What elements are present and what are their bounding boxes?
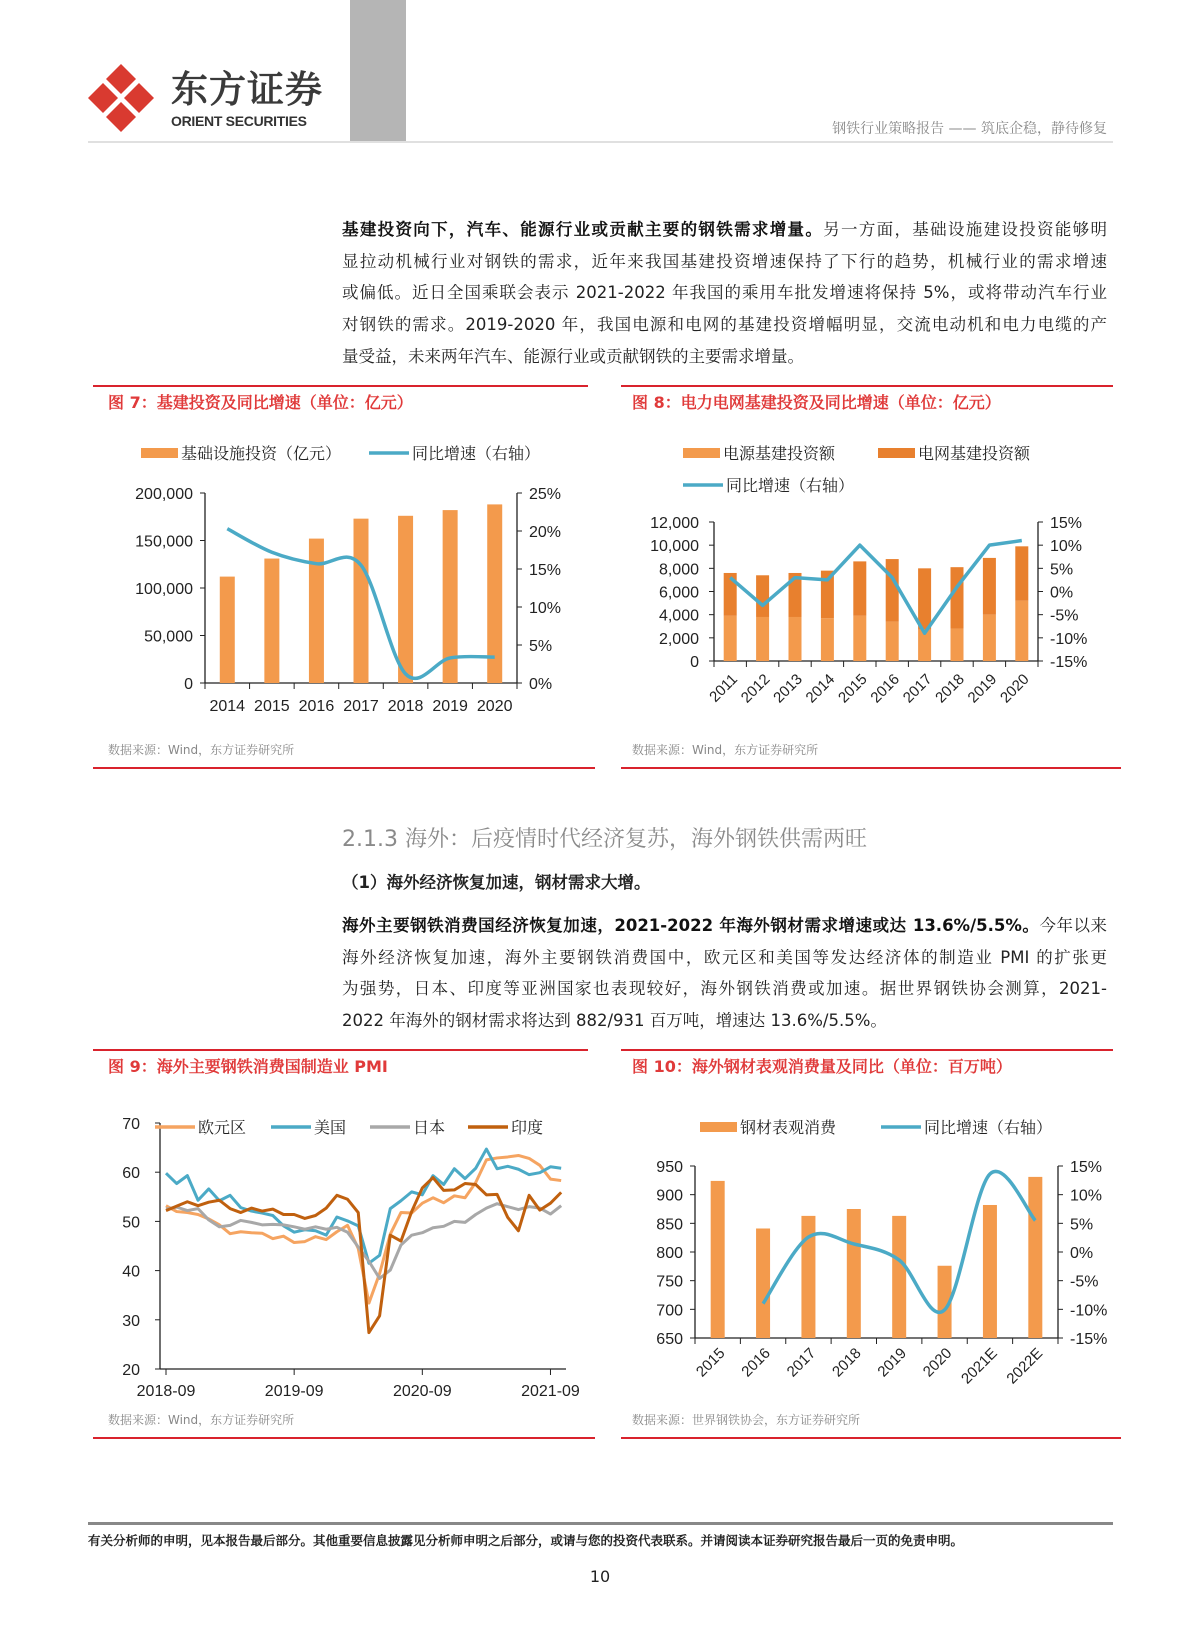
fig7-x-label: 2018 — [387, 698, 424, 715]
fig9-legend-label: 日本 — [413, 1120, 446, 1137]
fig8-legend-label: 电源基建投资额 — [723, 446, 836, 463]
fig9-left-tick-label: 70 — [122, 1116, 140, 1133]
fig8-x-label: 2015 — [835, 670, 871, 707]
fig9-left-tick-label: 60 — [122, 1165, 140, 1183]
fig7-bar — [220, 577, 235, 683]
fig10-bar — [1028, 1177, 1042, 1338]
fig8-x-label: 2012 — [737, 670, 774, 707]
fig8-bar-power-source — [789, 617, 802, 661]
fig10-right-tick-label: 15% — [1070, 1159, 1103, 1176]
fig8-left-tick-label: 4,000 — [658, 607, 699, 625]
fig8-left-tick-label: 10,000 — [650, 538, 699, 556]
bold-lead: 海外主要钢铁消费国经济恢复加速，2021-2022 年海外钢材需求增速或达 13.6%/5.5%。 — [342, 916, 1040, 935]
line-text: 今年以来 — [1039, 916, 1107, 935]
paragraph-line: 或偏低。近日全国乘联会表示 2021-2022 年我国的乘用车批发增速将保持 5%，或将带动汽车行业 — [342, 283, 1107, 303]
fig10-bar — [711, 1181, 725, 1338]
fig7-right-tick-label: 25% — [529, 486, 562, 503]
fig7-source: 数据来源：Wind，东方证券研究所 — [108, 743, 295, 757]
line-text: 另一方面，基础设施建设投资能够明 — [823, 220, 1107, 239]
fig7-bottom-rule — [93, 767, 595, 769]
fig7-right-tick-label: 5% — [529, 638, 553, 655]
fig8-bar-power-source — [756, 617, 769, 661]
fig8-legend-swatch — [683, 448, 720, 458]
fig10-right-tick-label: 5% — [1070, 1216, 1094, 1234]
fig9-bottom-rule — [93, 1437, 595, 1439]
fig8-bar-power-grid — [821, 571, 834, 618]
fig8-right-tick-label: 5% — [1050, 561, 1074, 579]
fig8-x-label: 2018 — [932, 670, 968, 707]
fig8-right-tick-label: 10% — [1050, 538, 1083, 556]
fig8-bar-power-grid — [886, 559, 899, 622]
fig7-bar — [443, 510, 458, 683]
fig9-x-label: 2019-09 — [264, 1383, 324, 1400]
paragraph-line: 海外经济恢复加速，海外主要钢铁消费国中，欧元区和美国等发达经济体的制造业 PMI 的扩张更 — [342, 947, 1107, 967]
fig7-legend-swatch — [141, 448, 178, 458]
fig9-legend-label: 欧元区 — [198, 1120, 247, 1137]
fig10-x-label: 2016 — [738, 1344, 774, 1381]
fig10-growth-line — [763, 1171, 1035, 1312]
fig10-bar — [892, 1216, 906, 1338]
fig8-left-tick-label: 0 — [690, 654, 699, 671]
fig10-left-tick-label: 950 — [656, 1159, 683, 1176]
fig7-bar — [354, 519, 369, 683]
paragraph-infrastructure — [342, 214, 1107, 372]
fig7-bar — [487, 504, 502, 683]
fig10-right-tick-label: -5% — [1070, 1273, 1099, 1291]
fig9-series-line-0 — [166, 1155, 561, 1303]
fig8-left-tick-label: 8,000 — [658, 561, 699, 579]
fig10-bar — [801, 1216, 815, 1338]
fig8-bar-power-source — [724, 616, 737, 661]
fig10-x-label: 2018 — [829, 1344, 865, 1381]
fig7-right-tick-label: 20% — [529, 524, 562, 541]
fig8-right-tick-label: 15% — [1050, 515, 1083, 532]
fig9-left-tick-label: 50 — [122, 1214, 140, 1232]
fig8-left-tick-label: 2,000 — [658, 630, 699, 648]
report-title: 钢铁行业策略报告 —— 筑底企稳，静待修复 — [832, 121, 1107, 137]
header-divider — [88, 141, 1113, 143]
fig8-source: 数据来源：Wind，东方证券研究所 — [632, 743, 819, 757]
fig7-right-tick-label: 0% — [529, 676, 553, 693]
fig7-bar — [398, 516, 413, 683]
fig10-bar — [756, 1228, 770, 1338]
fig8-x-label: 2019 — [964, 670, 1001, 707]
fig9-series-line-1 — [166, 1149, 561, 1263]
fig8-top-rule — [621, 385, 1113, 387]
fig7-x-label: 2016 — [298, 698, 335, 715]
fig8-bar-power-source — [1015, 601, 1028, 661]
bold-lead: 基建投资向下，汽车、能源行业或贡献主要的钢铁需求增量。 — [342, 220, 824, 239]
fig8-bar-power-source — [918, 630, 931, 661]
fig8-right-tick-label: 0% — [1050, 584, 1074, 602]
logo-english-name: ORIENT SECURITIES — [171, 113, 307, 129]
fig7-right-tick-label: 10% — [529, 600, 562, 617]
fig8-bar-power-grid — [983, 558, 996, 615]
paragraph-line: 2022 年海外的钢材需求将达到 882/931 百万吨，增速达 13.6%/5.5%。 — [342, 1011, 887, 1031]
fig10-legend-label: 同比增速（右轴） — [924, 1120, 1053, 1137]
fig9-x-label: 2018-09 — [136, 1383, 196, 1400]
fig10-bottom-rule — [621, 1437, 1121, 1439]
fig8-bar-power-grid — [853, 561, 866, 615]
fig10-left-tick-label: 900 — [656, 1187, 683, 1205]
paragraph-line: 量受益，未来两年汽车、能源行业或贡献钢铁的主要需求增量。 — [342, 346, 804, 366]
fig8-bar-power-source — [983, 615, 996, 661]
header-gray-bar — [350, 0, 406, 142]
fig7-growth-line — [227, 529, 494, 679]
fig9-left-tick-label: 40 — [122, 1263, 140, 1281]
fig9-left-tick-label: 20 — [122, 1362, 140, 1379]
fig8-x-label: 2020 — [997, 670, 1033, 707]
fig8-bar-power-source — [853, 616, 866, 661]
fig8-right-tick-label: -10% — [1050, 630, 1088, 648]
fig9-series-line-2 — [166, 1204, 561, 1279]
fig10-title: 图 10：海外钢材表观消费量及同比（单位：百万吨） — [632, 1057, 1012, 1076]
fig10-x-label: 2019 — [874, 1344, 911, 1381]
fig7-x-label: 2014 — [209, 698, 246, 715]
fig9-x-label: 2020-09 — [392, 1383, 452, 1400]
fig8-bar-power-grid — [756, 575, 769, 617]
footer-disclaimer: 有关分析师的申明，见本报告最后部分。其他重要信息披露见分析师申明之后部分，或请与您的投资代表联系。并请阅读本证券研究报告最后一页的免责申明。 — [88, 1533, 964, 1548]
paragraph-line — [342, 214, 1107, 246]
paragraph-line — [342, 910, 1107, 942]
fig9-source: 数据来源：Wind，东方证券研究所 — [108, 1413, 295, 1427]
fig10-x-label: 2015 — [692, 1344, 729, 1381]
fig10-left-tick-label: 700 — [656, 1302, 683, 1320]
fig8-bar-power-source — [821, 618, 834, 661]
fig8-legend-label: 同比增速（右轴） — [726, 478, 855, 495]
paragraph-line: 显拉动机械行业对钢铁的需求，近年来我国基建投资增速保持了下行的趋势，机械行业的需求增速 — [342, 251, 1107, 271]
fig9-legend-label: 美国 — [314, 1120, 347, 1137]
page-number: 10 — [589, 1567, 611, 1586]
fig8-legend-swatch — [878, 448, 915, 458]
fig8-left-tick-label: 12,000 — [650, 515, 699, 532]
fig7-left-tick-label: 50,000 — [144, 628, 193, 646]
fig8-x-label: 2013 — [770, 670, 806, 707]
fig10-right-tick-label: -15% — [1070, 1331, 1108, 1348]
orient-logo-icon — [86, 62, 156, 134]
fig9-series-line-3 — [166, 1178, 561, 1333]
fig8-left-tick-label: 6,000 — [658, 584, 699, 602]
fig7-legend-label: 基础设施投资（亿元） — [181, 446, 342, 463]
fig7-x-label: 2020 — [476, 698, 513, 715]
fig8-bar-power-grid — [1015, 546, 1028, 600]
fig10-bar — [938, 1266, 952, 1338]
fig8-bar-power-grid — [724, 573, 737, 616]
fig8-bar-power-source — [886, 622, 899, 661]
fig9-left-tick-label: 30 — [122, 1312, 140, 1330]
fig10-x-label: 2017 — [783, 1344, 820, 1381]
fig10-x-label: 2020 — [919, 1344, 956, 1381]
fig10-bar — [847, 1209, 861, 1338]
fig10-bar — [983, 1205, 997, 1338]
fig9-top-rule — [93, 1049, 588, 1051]
fig8-bar-power-grid — [918, 568, 931, 629]
fig8-right-tick-label: -15% — [1050, 654, 1088, 671]
fig7-left-tick-label: 200,000 — [135, 486, 193, 503]
fig8-right-tick-label: -5% — [1050, 607, 1079, 625]
fig8-bar-power-grid — [789, 573, 802, 617]
fig8-x-label: 2016 — [867, 670, 904, 707]
fig10-right-tick-label: -10% — [1070, 1302, 1108, 1320]
fig7-bar — [264, 559, 279, 683]
fig10-legend-label: 钢材表观消费 — [740, 1120, 837, 1137]
fig10-right-tick-label: 10% — [1070, 1187, 1103, 1205]
fig10-legend-swatch — [700, 1122, 737, 1132]
fig7-left-tick-label: 100,000 — [135, 581, 193, 598]
fig10-left-tick-label: 800 — [656, 1245, 683, 1262]
fig10-x-label: 2022E — [1003, 1344, 1047, 1388]
fig8-x-label: 2011 — [706, 670, 742, 706]
fig7-top-rule — [93, 385, 588, 387]
fig8-x-label: 2014 — [802, 670, 839, 707]
fig7-x-label: 2017 — [343, 698, 379, 715]
fig8-bar-power-grid — [951, 567, 964, 628]
sub-heading: （1）海外经济恢复加速，钢材需求大增。 — [342, 873, 651, 892]
fig9-legend-label: 印度 — [511, 1120, 544, 1137]
fig7-title: 图 7：基建投资及同比增速（单位：亿元） — [108, 393, 413, 412]
paragraph-line: 为强势，日本、印度等亚洲国家也表现较好，海外钢铁消费或加速。据世界钢铁协会测算，2021- — [342, 979, 1107, 999]
fig8-x-label: 2017 — [899, 670, 936, 707]
fig7-legend-label: 同比增速（右轴） — [412, 446, 541, 463]
fig9-x-label: 2021-09 — [521, 1383, 580, 1400]
paragraph-line: 对钢铁的需求。2019-2020 年，我国电源和电网的基建投资增幅明显，交流电动机和电力电缆的产 — [342, 315, 1107, 335]
logo-chinese-name: 东方证券 — [171, 68, 323, 111]
fig7-x-label: 2019 — [432, 698, 468, 715]
fig9-title: 图 9：海外主要钢铁消费国制造业 PMI — [108, 1057, 388, 1076]
fig10-source: 数据来源：世界钢铁协会，东方证券研究所 — [632, 1413, 861, 1427]
fig8-growth-line — [730, 541, 1022, 634]
fig7-x-label: 2015 — [254, 698, 290, 715]
fig10-left-tick-label: 850 — [656, 1216, 683, 1234]
fig10-x-label: 2021E — [958, 1344, 1001, 1388]
fig7-left-tick-label: 0 — [184, 676, 193, 693]
fig8-title: 图 8：电力电网基建投资及同比增速（单位：亿元） — [632, 393, 1001, 412]
fig7-left-tick-label: 150,000 — [135, 533, 193, 551]
footer-divider — [88, 1522, 1113, 1525]
fig10-top-rule — [621, 1049, 1113, 1051]
fig10-right-tick-label: 0% — [1070, 1245, 1094, 1262]
fig10-left-tick-label: 750 — [656, 1273, 683, 1291]
fig7-bar — [309, 539, 324, 683]
section-heading: 2.1.3 海外：后疫情时代经济复苏，海外钢铁供需两旺 — [342, 827, 867, 852]
paragraph-overseas — [342, 910, 1107, 1037]
fig8-legend-label: 电网基建投资额 — [918, 446, 1031, 463]
fig10-left-tick-label: 650 — [656, 1331, 683, 1348]
fig8-bar-power-source — [951, 629, 964, 661]
fig8-bottom-rule — [621, 767, 1121, 769]
fig7-right-tick-label: 15% — [529, 562, 562, 579]
